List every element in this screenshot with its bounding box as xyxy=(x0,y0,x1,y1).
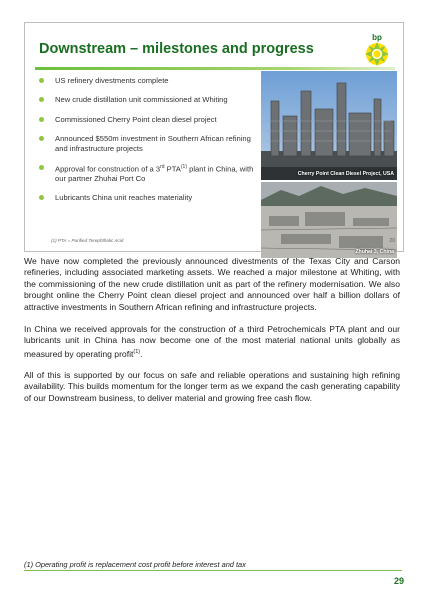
list-item: Commissioned Cherry Point clean diesel project xyxy=(35,115,261,124)
construction-site-photo xyxy=(261,182,397,258)
slide-footnote: (1) PTA = Purified Terephthalic Acid xyxy=(51,238,124,243)
slide-page-number: 20 xyxy=(389,238,395,244)
list-item: Lubricants China unit reaches materiality xyxy=(35,193,261,202)
title-rule xyxy=(35,67,395,70)
list-item: US refinery divestments complete xyxy=(35,76,261,85)
body-paragraph: In China we received approvals for the construction of a third Petrochemicals PTA plant and our lubricants unit in China has now become one of the most material national units globally as measured by operating profit$^{(1)}$. xyxy=(24,324,400,359)
refinery-photo xyxy=(261,71,397,180)
body-paragraph: All of this is supported by our focus on safe and reliable operations and sustaining high refining availability. This builds momentum for the longer term as we expand the cash generating capability of our Downstream business, to deliver material and growing free cash flow. xyxy=(24,370,400,403)
bullet-icon xyxy=(39,97,44,102)
photo-caption: Cherry Point Clean Diesel Project, USA xyxy=(297,171,394,177)
body-paragraph: We have now completed the previously announced divestments of the Texas City and Carson refineries, including associated marketing assets. We reached a major milestone at Whiting, with the commissioning of the new crude distillation unit as part of the refinery modernisation. We also brought online the Cherry Point clean diesel project and announced over half a billion dollars of attractive investments in Southern African refining and infrastructure projects. xyxy=(24,256,400,312)
list-item: Announced $550m investment in Southern African refining and infrastructure projects xyxy=(35,134,261,153)
list-item: New crude distillation unit commissioned at Whiting xyxy=(35,95,261,104)
bp-logo-text: bp xyxy=(372,33,382,42)
milestone-list xyxy=(35,76,261,213)
bullet-icon xyxy=(39,78,44,83)
embedded-slide xyxy=(24,22,404,255)
bullet-icon xyxy=(39,165,44,170)
slide-title: Downstream – milestones and progress xyxy=(39,41,314,57)
footer-rule xyxy=(24,570,402,571)
page-number: 29 xyxy=(393,576,404,586)
page-footnote: (1) Operating profit is replacement cost profit before interest and tax xyxy=(24,560,246,569)
bullet-icon xyxy=(39,117,44,122)
list-item: Approval for construction of a 3rd PTA$^{(1)}$ plant in China, with our partner Zhuhai Port Co xyxy=(35,163,261,183)
bullet-icon xyxy=(39,195,44,200)
photo-caption: Zhuhai 3, China xyxy=(355,249,394,255)
bullet-icon xyxy=(39,136,44,141)
